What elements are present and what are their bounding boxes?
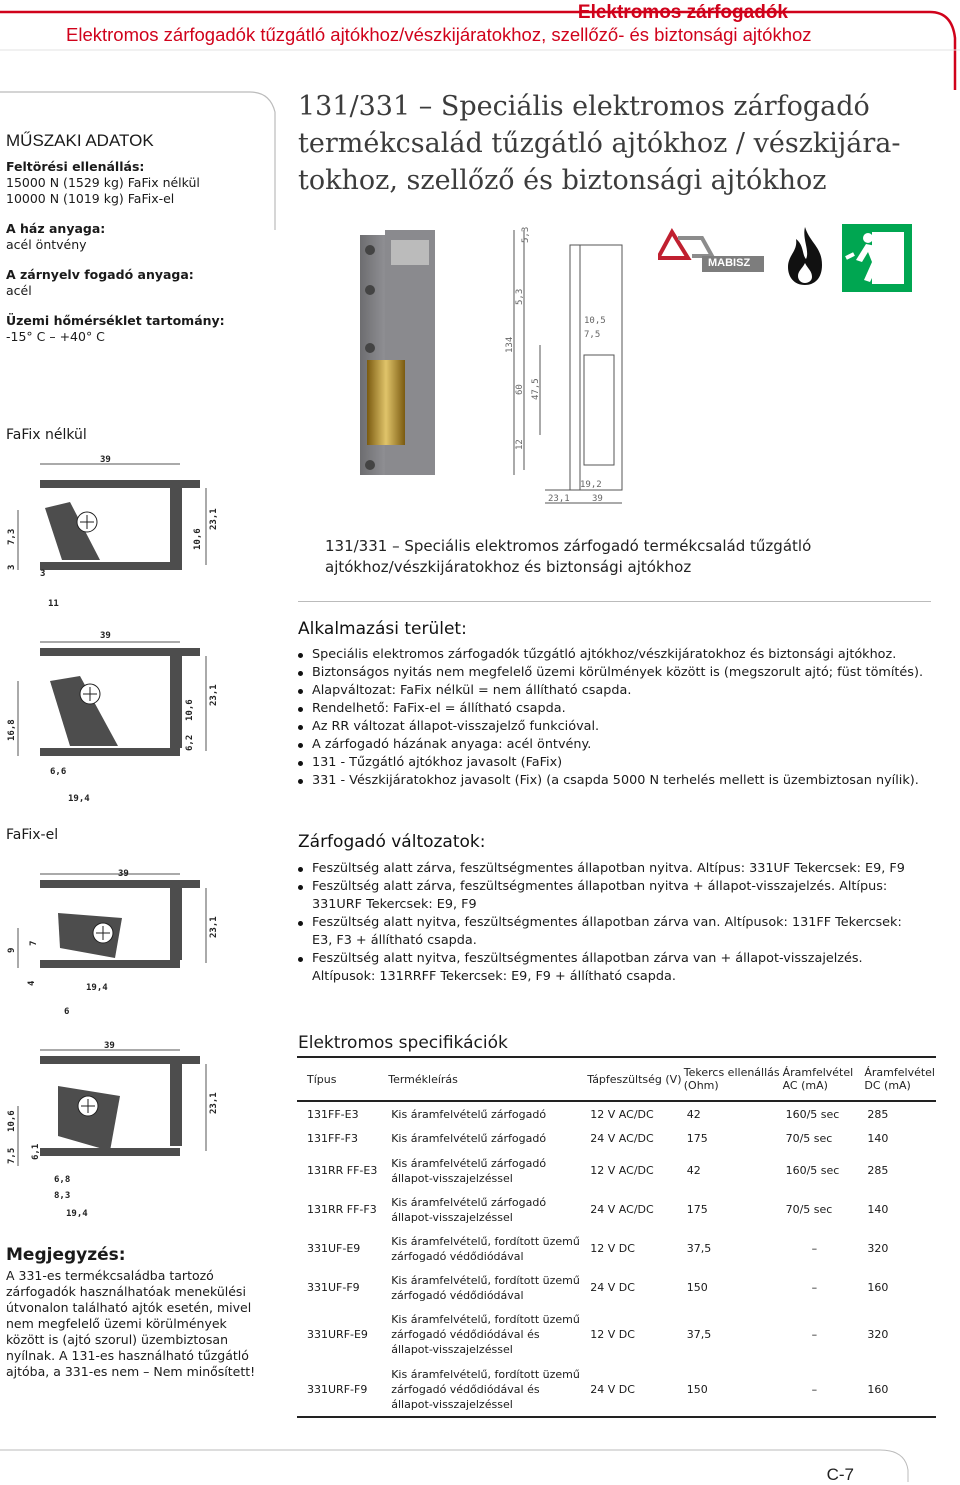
profile-drawing-1: [0, 450, 230, 610]
p2-h2: 6,6: [50, 767, 67, 777]
load-label: Feltörési ellenállás:: [6, 159, 145, 174]
table-row: [297, 1151, 936, 1190]
table-cell: 331URF-F9: [307, 1382, 368, 1396]
table-cell: 131RR FF-F3: [307, 1203, 377, 1216]
dim-d7: 10,5: [584, 316, 606, 326]
p2-h3: 6,2: [185, 734, 195, 751]
table-row: [297, 1101, 936, 1126]
table-cell: 160: [867, 1382, 889, 1396]
table-cell: 12 V AC/DC: [590, 1164, 654, 1177]
dim-d11: 39: [592, 494, 603, 504]
p3-h4: 23,1: [209, 916, 219, 938]
table-cell: –: [811, 1328, 818, 1341]
dim-d4: 60: [515, 384, 525, 395]
dim-d5: 47,5: [531, 378, 541, 400]
fafix-without-label: FaFix nélkül: [6, 427, 87, 443]
p4-top: 39: [104, 1041, 115, 1051]
p4-b1: 6,8: [54, 1175, 71, 1185]
list-item: Alapváltozat: FaFix nélkül = nem állítható csapda.: [297, 682, 937, 700]
table-cell: 331UF-F9: [307, 1281, 360, 1294]
mabisz-logo-text: MABISZ: [708, 257, 751, 269]
p1-h3: 3: [40, 569, 46, 579]
note-title: Megjegyzés:: [6, 1245, 126, 1265]
table-cell: Kis áramfelvételű zárfogadó: [391, 1132, 547, 1145]
table-cell: Kis áramfelvételű, fordított üzemű zárfogadó védődiódával és állapot-visszajelzéssel: [391, 1313, 580, 1356]
table-row: [297, 1362, 936, 1417]
table-cell: 150: [686, 1281, 708, 1294]
spec-table-body: [297, 1101, 936, 1417]
dim-d3: 134: [505, 336, 515, 353]
note-text: A 331-es termékcsaládba tartozó zárfogadók használhatóak menekülési útvonalon található ajtók esetén, mivel nem megfelelő üzemi körülmények között is (ajtó szorul) üzembiztosan nyílnak. A 131-es használható tűzgátló ajtóba, a 331-es nem – Nem minősített!: [6, 1268, 256, 1379]
product-subtitle: 131/331 – Speciális elektromos zárfogadó termékcsalád tűzgátló ajtókhoz/vészkijáratokhoz és biztonsági ajtókhoz: [325, 537, 812, 576]
specs-title: Elektromos specifikációk: [298, 1033, 508, 1053]
list-item: 131 - Tűzgátló ajtókhoz javasolt (FaFix): [297, 754, 937, 772]
variants-title: Zárfogadó változatok:: [298, 832, 486, 852]
table-cell: –: [811, 1382, 818, 1396]
list-item: Feszültség alatt nyitva, feszültségmentes állapotban zárva van. Altípusok: 131FF Tekercsek: E3, F3 + állítható csapda.: [297, 914, 917, 950]
table-cell: 24 V DC: [590, 1382, 635, 1396]
table-cell: 37,5: [686, 1328, 712, 1341]
housing-value: acél öntvény: [6, 237, 87, 252]
p3-bottom2: 6: [64, 1007, 70, 1017]
col-description: Termékleírás: [388, 1072, 458, 1086]
table-cell: 131RR FF-E3: [307, 1164, 378, 1177]
table-cell: 12 V DC: [590, 1328, 635, 1341]
table-row: [297, 1126, 936, 1151]
table-cell: 12 V AC/DC: [590, 1107, 654, 1121]
header-rule: [0, 0, 960, 90]
table-cell: 131FF-F3: [307, 1132, 358, 1145]
col-current-dc: Áramfelvétel DC (mA): [864, 1066, 935, 1092]
table-cell: 24 V DC: [590, 1281, 635, 1294]
list-item: Feszültség alatt zárva, feszültségmentes állapotban nyitva. Altípus: 331UF Tekercsek: E9, F9: [297, 860, 917, 878]
table-cell: 285: [867, 1107, 889, 1121]
table-cell: 160/5 sec: [785, 1164, 840, 1177]
p3-h2: 7: [29, 940, 39, 946]
dim-d1: 5,3: [521, 226, 531, 243]
table-cell: 331URF-E9: [307, 1328, 368, 1341]
p2-bottom: 19,4: [68, 794, 90, 804]
col-resistance: Tekercs ellenállás (Ohm): [683, 1066, 780, 1092]
table-cell: 331UF-E9: [307, 1242, 361, 1255]
p3-top: 39: [118, 869, 129, 879]
table-cell: 70/5 sec: [785, 1132, 833, 1145]
p1-bottom: 11: [48, 599, 59, 609]
list-item: Biztonságos nyitás nem megfelelő üzemi körülmények között is (megszorult ajtó; füst tömítés).: [297, 664, 937, 682]
p1-h1: 7,3: [7, 528, 17, 545]
p1-top: 39: [100, 455, 111, 465]
table-cell: 175: [686, 1132, 708, 1145]
variants-list: [297, 860, 917, 986]
table-cell: 150: [686, 1382, 708, 1396]
p4-h2: 10,6: [7, 1110, 17, 1132]
table-cell: 160/5 sec: [785, 1107, 840, 1121]
table-cell: 42: [686, 1164, 701, 1177]
p3-h3: 4: [27, 980, 37, 986]
footer-rule: [0, 1440, 960, 1482]
p4-h3: 6,1: [31, 1143, 41, 1160]
table-cell: Kis áramfelvételű, fordított üzemű zárfogadó védődiódával: [391, 1234, 580, 1263]
list-item: Speciális elektromos zárfogadók tűzgátló ajtókhoz/vészkijáratokhoz és biztonsági ajtókhoz.: [297, 646, 937, 664]
housing-label: A ház anyaga:: [6, 221, 106, 236]
page-number: C-7: [826, 1465, 854, 1484]
profile-drawing-4: [0, 1036, 230, 1226]
p2-h4: 10,6: [185, 699, 195, 721]
p2-top: 39: [100, 631, 111, 641]
dim-d10: 23,1: [548, 494, 570, 504]
table-row: [297, 1229, 936, 1268]
table-row: [297, 1268, 936, 1307]
product-photo: [355, 230, 445, 480]
list-item: A zárfogadó házának anyaga: acél öntvény.: [297, 736, 937, 754]
emergency-exit-icon: [842, 224, 912, 292]
table-cell: 24 V AC/DC: [590, 1132, 654, 1145]
table-cell: Kis áramfelvételű zárfogadó állapot-visszajelzéssel: [391, 1195, 547, 1224]
table-cell: –: [811, 1242, 818, 1255]
table-cell: Kis áramfelvételű, fordított üzemű zárfogadó védődiódával: [391, 1273, 580, 1302]
table-cell: 140: [867, 1203, 889, 1216]
load-line-2: 10000 N (1019 kg) FaFix-el: [6, 191, 175, 206]
dim-d2: 5,3: [515, 288, 525, 305]
table-row: [297, 1190, 936, 1229]
flame-icon: [780, 225, 830, 289]
tech-panel: [6, 133, 225, 345]
p3-h1: 9: [7, 947, 17, 953]
list-item: Feszültség alatt nyitva, feszültségmentes állapotban zárva van + állapot-visszajelzés. Altípusok: 131RRFF Tekercsek: E9, F9 + állítható csapda.: [297, 950, 917, 986]
main-title: 131/331 – Speciális elektromos zárfogadó termékcsalád tűzgátló ajtókhoz / vészkijára-tokhoz, szellőző és biztonsági ajtókhoz: [298, 91, 901, 196]
table-header-row: [297, 1057, 936, 1101]
header-title: Elektromos zárfogadók: [577, 2, 788, 23]
profile-drawing-3: [0, 858, 230, 1018]
p4-h1: 7,5: [7, 1147, 17, 1164]
mabisz-logo: [658, 226, 766, 274]
table-cell: 24 V AC/DC: [590, 1203, 654, 1216]
temp-value: -15° C – +40° C: [6, 329, 105, 344]
col-type: Típus: [307, 1072, 337, 1086]
table-cell: 42: [686, 1107, 701, 1121]
fafix-with-label: FaFix-el: [6, 827, 59, 843]
p4-h4: 23,1: [209, 1092, 219, 1114]
table-row: [297, 1307, 936, 1362]
p4-b2: 8,3: [54, 1191, 71, 1201]
spec-table: [297, 1056, 936, 1418]
header-subtitle: Elektromos zárfogadók tűzgátló ajtókhoz/vészkijáratokhoz, szellőző- és biztonsági ajtókhoz: [66, 24, 812, 45]
dim-d9: 19,2: [580, 480, 602, 490]
table-cell: Kis áramfelvételű zárfogadó: [391, 1107, 547, 1121]
latch-value: acél: [6, 283, 32, 298]
col-current-ac: Áramfelvétel AC (mA): [782, 1066, 854, 1092]
table-cell: 320: [867, 1242, 889, 1255]
list-item: Az RR változat állapot-visszajelző funkcióval.: [297, 718, 937, 736]
load-line-1: 15000 N (1529 kg) FaFix nélkül: [6, 175, 200, 190]
table-cell: 70/5 sec: [785, 1203, 833, 1216]
temp-label: Üzemi hőmérséklet tartomány:: [6, 313, 225, 328]
table-cell: 285: [867, 1164, 889, 1177]
table-cell: 320: [867, 1328, 889, 1341]
tech-heading: MŰSZAKI ADATOK: [6, 131, 154, 150]
table-cell: –: [811, 1281, 818, 1294]
dim-d6: 12: [515, 439, 525, 450]
table-cell: 131FF-E3: [307, 1107, 359, 1121]
latch-label: A zárnyelv fogadó anyaga:: [6, 267, 194, 282]
dim-d8: 7,5: [584, 330, 601, 340]
table-cell: 160: [867, 1281, 889, 1294]
list-item: 331 - Vészkijáratokhoz javasolt (Fix) (a csapda 5000 N terhelés mellett is üzembiztosan nyílik).: [297, 772, 937, 790]
col-voltage: Tápfeszültség (V): [587, 1072, 682, 1086]
table-cell: 12 V DC: [590, 1242, 635, 1255]
p1-h2: 3: [7, 564, 17, 570]
p2-h5: 23,1: [209, 684, 219, 706]
p1-h4: 10,6: [193, 528, 203, 550]
table-cell: 140: [867, 1132, 889, 1145]
table-cell: 175: [686, 1203, 708, 1216]
table-cell: Kis áramfelvételű, fordított üzemű zárfogadó védődiódával és állapot-visszajelzéssel: [391, 1367, 580, 1411]
table-cell: Kis áramfelvételű zárfogadó állapot-visszajelzéssel: [391, 1156, 547, 1185]
table-cell: 37,5: [686, 1242, 712, 1255]
p2-h1: 16,8: [7, 719, 17, 741]
p1-h5: 23,1: [209, 508, 219, 530]
list-item: Feszültség alatt zárva, feszültségmentes állapotban nyitva + állapot-visszajelzés. Altípus: 331URF Tekercsek: E9, F9: [297, 878, 917, 914]
list-item: Rendelhető: FaFix-el = állítható csapda.: [297, 700, 937, 718]
application-title: Alkalmazási terület:: [298, 619, 467, 639]
p3-bottom1: 19,4: [86, 983, 108, 993]
subtitle-divider: [298, 601, 931, 602]
p4-b3: 19,4: [66, 1209, 88, 1219]
dimension-drawing: [500, 225, 630, 515]
profile-drawing-2: [0, 626, 230, 806]
application-list: [297, 646, 937, 790]
